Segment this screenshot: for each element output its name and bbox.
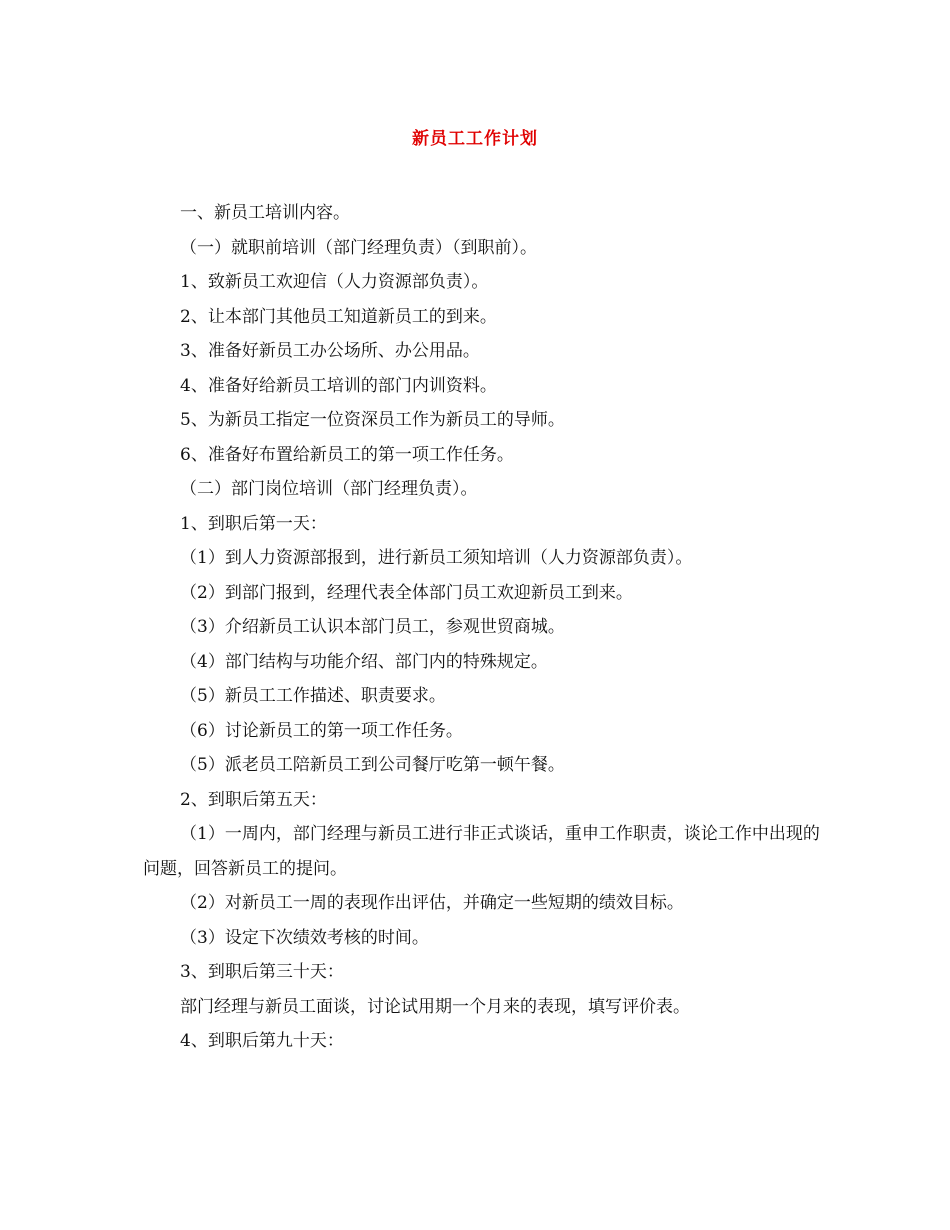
list-item: 6、准备好布置给新员工的第一项工作任务。	[180, 444, 514, 465]
list-item: （2）到部门报到，经理代表全体部门员工欢迎新员工到来。	[180, 582, 633, 603]
list-item: 4、准备好给新员工培训的部门内训资料。	[180, 375, 497, 396]
document-title: 新员工工作计划	[412, 129, 538, 149]
list-item: 3、准备好新员工办公场所、办公用品。	[180, 341, 480, 361]
list-item: 1、致新员工欢迎信（人力资源部负责）。	[180, 272, 489, 292]
list-item: 1、到职后第一天：	[180, 513, 327, 534]
list-item: 2、到职后第五天：	[180, 789, 327, 810]
list-item: （6）讨论新员工的第一项工作任务。	[180, 720, 463, 741]
list-item: （5）派老员工陪新员工到公司餐厅吃第一顿午餐。	[180, 755, 565, 775]
list-item: （2）对新员工一周的表现作出评估，并确定一些短期的绩效目标。	[180, 893, 684, 913]
subsection-heading-1: （一）就职前培训（部门经理负责）（到职前）。	[180, 237, 537, 258]
document-body	[143, 196, 823, 1059]
list-item: （1）到人力资源部报到，进行新员工须知培训（人力资源部负责）。	[180, 548, 693, 568]
subsection-heading-2: （二）部门岗位培训（部门经理负责）。	[180, 479, 478, 499]
section-heading-1: 一、新员工培训内容。	[180, 203, 350, 223]
list-item: 2、让本部门其他员工知道新员工的到来。	[180, 306, 497, 327]
list-item: （1）一周内，部门经理与新员工进行非正式谈话，重申工作职责，谈论工作中出现的问题，回答新员工的提问。	[143, 824, 820, 879]
list-item: 4、到职后第九十天：	[180, 1031, 344, 1051]
list-item: （3）介绍新员工认识本部门员工，参观世贸商城。	[180, 617, 565, 637]
list-item: 5、为新员工指定一位资深员工作为新员工的导师。	[180, 410, 565, 430]
list-item: （4）部门结构与功能介绍、部门内的特殊规定。	[180, 651, 548, 672]
paragraph: 部门经理与新员工面谈，讨论试用期一个月来的表现，填写评价表。	[180, 996, 690, 1017]
list-item: 3、到职后第三十天：	[180, 962, 344, 982]
list-item: （3）设定下次绩效考核的时间。	[180, 927, 429, 948]
list-item: （5）新员工工作描述、职责要求。	[180, 686, 446, 706]
